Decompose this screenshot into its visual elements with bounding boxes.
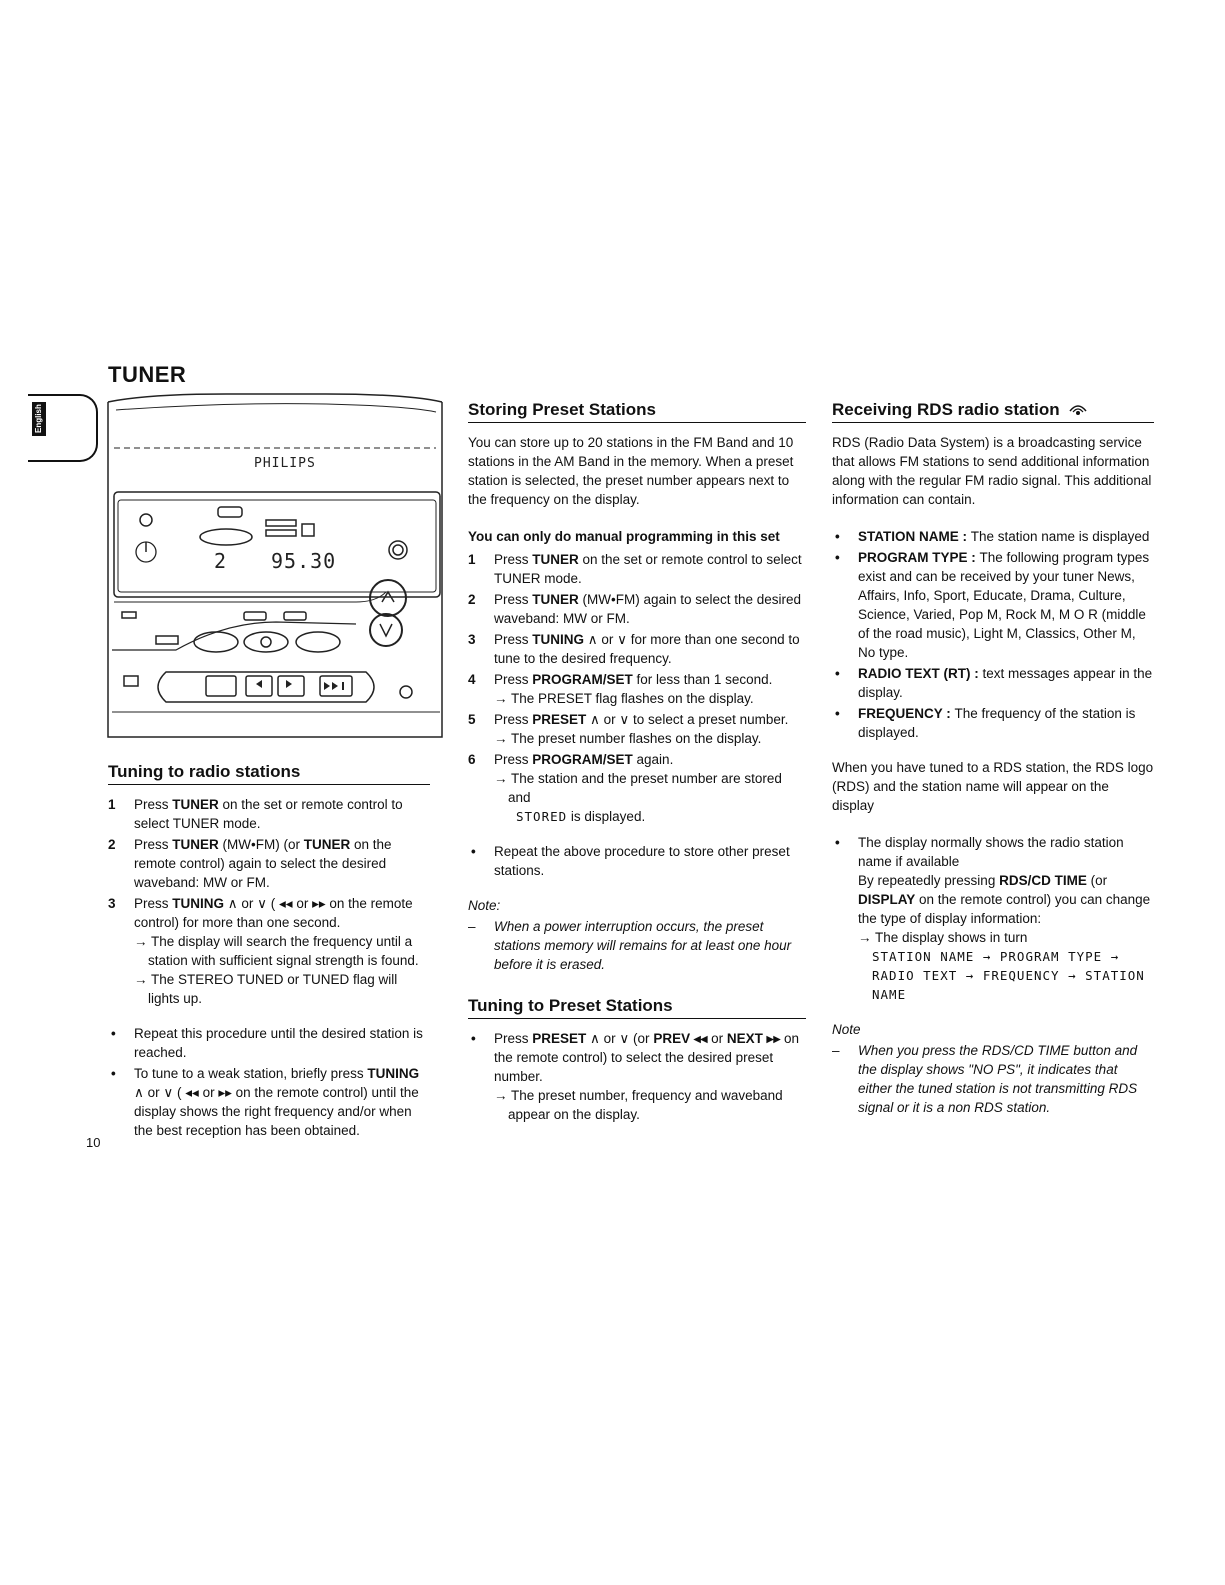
storing-heading: Storing Preset Stations [468, 400, 806, 423]
step-item [468, 630, 806, 668]
text-run: Press [134, 896, 173, 911]
bold-term: TUNER [303, 837, 351, 852]
text-run: on the set or remote control to select TUNER mode. [494, 552, 802, 586]
device-preset-readout: 2 [214, 549, 227, 573]
tuning-heading: Tuning to radio stations [108, 762, 430, 785]
text-run: The frequency of the station is displayed. [858, 706, 1136, 740]
item-text [134, 896, 413, 930]
storing-subheading: You can only do manual programming in this set [468, 529, 780, 544]
storing-intro: You can store up to 20 stations in the FM Band and 10 stations in the AM Band in the memory. When a preset station is selected, the preset number appears next to the frequency on the display. [468, 435, 794, 507]
step-number: 1 [468, 552, 476, 567]
bullet-marker: • [835, 666, 840, 681]
result-line: → The preset number flashes on the display. [494, 731, 762, 746]
storing-bullets [468, 842, 806, 880]
bullet-marker: • [471, 844, 476, 859]
bold-term: PRESET [532, 712, 587, 727]
rds-items [832, 527, 1154, 742]
text-run: To tune to a weak station, briefly press [134, 1066, 368, 1081]
lcd-result-line [494, 807, 806, 826]
bold-term: PROGRAM/SET [532, 672, 633, 687]
bullet-item [832, 704, 1154, 742]
text-run: Press [494, 672, 533, 687]
bold-term: TUNER [172, 837, 219, 852]
step-item [468, 750, 806, 826]
item-text [494, 592, 801, 626]
bold-term: FREQUENCY : [858, 706, 955, 721]
rds-note-text: When you press the RDS/CD TIME button and the display shows "NO PS", it indicates that either the tuned station is not transmitting RDS signal or it is a non RDS station. [858, 1043, 1138, 1115]
bold-term: TUNER [172, 797, 219, 812]
text-run: text messages appear in the display. [858, 666, 1153, 700]
text-run: By repeatedly pressing [858, 873, 1000, 888]
step-number: 3 [108, 896, 116, 911]
rds-display-sequence: STATION NAME → PROGRAM TYPE → RADIO TEXT → FREQUENCY → STATION NAME [872, 949, 1145, 1002]
bullet-marker: • [471, 1031, 476, 1046]
bullet-marker: • [111, 1066, 116, 1081]
step-number: 5 [468, 712, 476, 727]
rds-section [832, 400, 1154, 1133]
bullet-marker: • [111, 1026, 116, 1041]
bullet-item [832, 664, 1154, 702]
step-number: 1 [108, 797, 116, 812]
section-title: TUNER [108, 362, 187, 387]
storing-steps [468, 550, 806, 826]
tuning-section [108, 762, 430, 1156]
tuning-bullets [108, 1024, 430, 1140]
step-number: 2 [468, 592, 476, 607]
text-run: (MW•FM) again to select the desired waveband: MW or FM. [494, 592, 802, 626]
bold-term: STATION NAME : [858, 529, 971, 544]
step-item [468, 670, 806, 708]
rds-display-list [832, 833, 1154, 1004]
rds-note-label: Note [832, 1022, 861, 1037]
language-tab [28, 394, 98, 462]
text-run: Repeat the above procedure to store other preset stations. [494, 844, 790, 878]
step-item [108, 795, 430, 833]
text-run: The station name is displayed [970, 529, 1150, 544]
rds-heading: Receiving RDS radio station [832, 400, 1060, 419]
text-run: Press [134, 797, 173, 812]
rds-note: – When you press the RDS/CD TIME button and the display shows "NO PS", it indicates that either the tuned station is not transmitting RDS signal or it is a non RDS station. [832, 1043, 1138, 1115]
text-run: ∧ or ∨ for more than one second to tune to the desired frequency. [494, 632, 800, 666]
item-text [494, 552, 802, 586]
step-number: 6 [468, 752, 476, 767]
text-run: Press [494, 632, 533, 647]
bold-term: TUNER [532, 552, 579, 567]
bold-term: TUNING [532, 632, 585, 647]
text-run: ∧ or ∨ to select a preset number. [586, 712, 789, 727]
step-number: 2 [108, 837, 116, 852]
bold-term: PRESET [532, 1031, 587, 1046]
text-run: (or [1086, 873, 1108, 888]
text-run: for less than 1 second. [632, 672, 773, 687]
item-text [494, 1031, 799, 1084]
storing-section [468, 400, 806, 1140]
text-run: Press [494, 1031, 533, 1046]
bullet-marker: • [835, 550, 840, 565]
text-run: on the remote control) again to select the desired waveband: MW or FM. [134, 837, 392, 890]
rds-logo-icon [1068, 401, 1088, 417]
text-run: ∧ or ∨ ( ◂◂ or ▸▸ on the remote control) for more than one second. [134, 896, 413, 930]
text-run: Press [494, 552, 533, 567]
hifi-device-illustration [106, 392, 444, 740]
rds-heading-row [832, 400, 1154, 423]
rds-intro: RDS (Radio Data System) is a broadcasting service that allows FM stations to send additional information along with the regular FM radio signal. This additional information can contain. [832, 435, 1152, 507]
bullet-marker: • [835, 529, 840, 544]
storing-note: – When a power interruption occurs, the preset stations memory will remains for at least one hour before it is erased. [468, 919, 792, 972]
device-frequency-readout: 95.30 [271, 549, 337, 573]
text-run: Repeat this procedure until the desired station is reached. [134, 1026, 423, 1060]
step-item [468, 710, 806, 748]
preset-bullets [468, 1029, 806, 1124]
device-brand-label: PHILIPS [254, 456, 316, 471]
language-tab-label: English [32, 402, 46, 436]
step-item [468, 590, 806, 628]
text-run: Press [494, 752, 533, 767]
step-number: 4 [468, 672, 476, 687]
bullet-item [468, 1029, 806, 1124]
text-run: The display normally shows the radio station name if available [858, 835, 1124, 869]
storing-note-text: When a power interruption occurs, the preset stations memory will remains for at least one hour before it is erased. [494, 919, 792, 972]
bold-term: PROGRAM TYPE : [858, 550, 980, 565]
item-text [134, 1066, 419, 1138]
item-text [494, 752, 673, 767]
text-run: on the remote control) to select the desired preset number. [494, 1031, 799, 1084]
bold-term: NEXT ▸▸ [726, 1031, 781, 1046]
text-run: Press [134, 837, 173, 852]
bold-term: TUNING [367, 1066, 420, 1081]
storing-note-label: Note: [468, 898, 501, 913]
lcd-suffix: is displayed. [567, 809, 646, 824]
lcd-text: STORED [516, 809, 568, 824]
item-text [494, 632, 800, 666]
result-line: → The STEREO TUNED or TUNED flag will lights up. [134, 972, 398, 1006]
item-text [134, 1026, 423, 1060]
rds-tuned-text: When you have tuned to a RDS station, the RDS logo (RDS) and the station name will appear on the display [832, 760, 1154, 813]
bullet-item [108, 1024, 430, 1062]
bold-term: RADIO TEXT (RT) : [858, 666, 983, 681]
item-text [858, 550, 1149, 660]
item-text [494, 844, 790, 878]
bold-term: PROGRAM/SET [532, 752, 633, 767]
text-run: on the set or remote control to select TUNER mode. [134, 797, 403, 831]
bullet-item [832, 548, 1154, 662]
bold-term: DISPLAY [858, 892, 916, 907]
rds-display-bullet: • The display normally shows the radio station name if available By repeatedly pressing RDS/CD TIME (or DISPLAY on the remote control) you can change the type of display information: → The display shows in turn STATION NAME → PROGRAM TYPE → RADIO TEXT → FREQUENCY → STATION NAME [832, 833, 1154, 1004]
text-run: ∧ or ∨ (or [586, 1031, 654, 1046]
bold-term: TUNER [532, 592, 579, 607]
result-line: → The station and the preset number are stored and [494, 771, 782, 805]
item-text [134, 797, 403, 831]
step-number: 3 [468, 632, 476, 647]
tuning-steps [108, 795, 430, 1008]
step-item [468, 550, 806, 588]
text-run: The following program types exist and can be received by your tuner News, Affairs, Info, Sport, Educate, Drama, Culture, Science, Varied, Pop M, Rock M, M O R (middle of the road music), Light M, Classics, Other M, No type. [858, 550, 1150, 660]
item-text [134, 837, 392, 890]
item-text [858, 529, 1149, 544]
item-text [858, 706, 1135, 740]
result-line: → The preset number, frequency and waveband appear on the display. [494, 1088, 783, 1122]
page-number: 10 [86, 1135, 101, 1150]
bullet-item [832, 527, 1154, 546]
item-text [858, 666, 1152, 700]
item-text [494, 672, 772, 687]
bold-term: PREV ◂◂ [653, 1031, 708, 1046]
bold-term: RDS/CD TIME [999, 873, 1087, 888]
bullet-item [108, 1064, 430, 1140]
step-item [108, 894, 430, 1008]
item-text [494, 712, 788, 727]
text-run: Press [494, 712, 533, 727]
text-run: Press [494, 592, 533, 607]
rds-display-cont [858, 873, 1150, 926]
text-run: or [707, 1031, 727, 1046]
preset-heading: Tuning to Preset Stations [468, 996, 806, 1019]
result-line: → The PRESET flag flashes on the display. [494, 691, 754, 706]
bullet-marker: • [835, 706, 840, 721]
rds-display-text [858, 835, 1124, 869]
result-line: → The display will search the frequency until a station with sufficient signal strength is found. [134, 934, 419, 968]
step-item [108, 835, 430, 892]
bold-term: TUNING [172, 896, 225, 911]
text-run: again. [632, 752, 674, 767]
rds-display-sub: → The display shows in turn [858, 930, 1028, 945]
text-run: (MW•FM) (or [218, 837, 304, 852]
text-run: on the remote control) you can change the type of display information: [858, 892, 1151, 926]
bullet-item [468, 842, 806, 880]
text-run: ∧ or ∨ ( ◂◂ or ▸▸ on the remote control) until the display shows the right frequency and/or when the best reception has been obtained. [134, 1085, 419, 1138]
